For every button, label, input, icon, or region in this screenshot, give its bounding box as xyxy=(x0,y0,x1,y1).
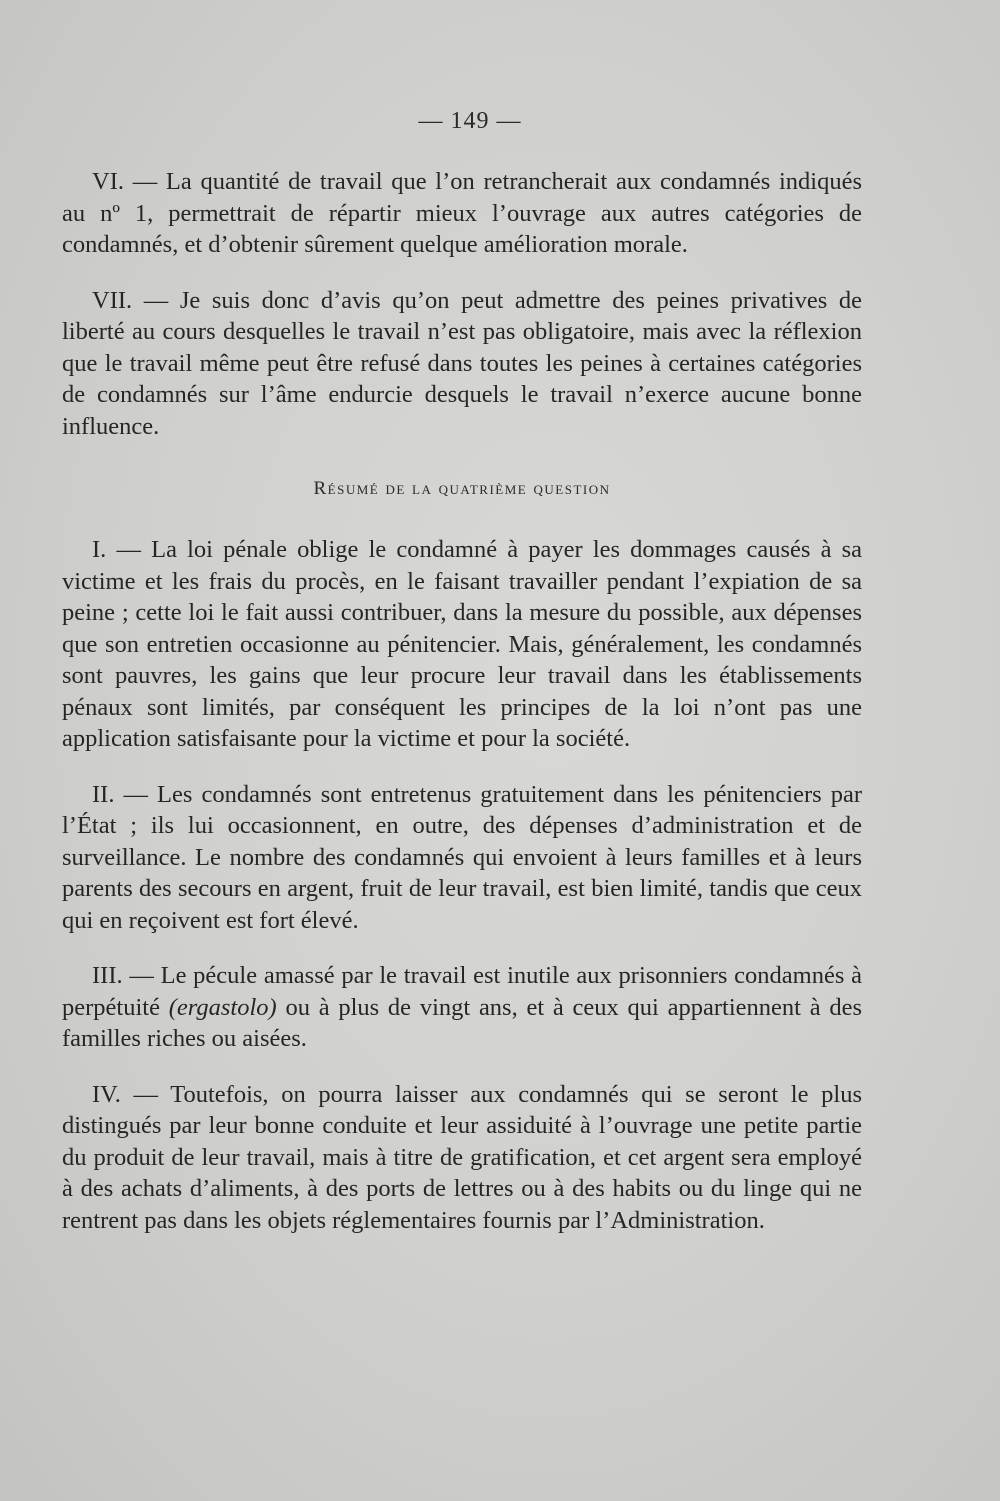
italic-term: (ergastolo) xyxy=(168,993,277,1021)
paragraph-number: III. xyxy=(92,962,123,989)
paragraph-vi xyxy=(62,166,862,261)
page-number: — 149 — xyxy=(418,108,522,134)
paragraph-text: — Les condamnés sont entretenus gratuitement dans les pénitenciers par l’État ; ils lui occasionnent, en outre, des dépenses d’administration et de surveillance. Le nombre des condamnés qui envoient à leurs familles et à leurs parents des secours en argent, fruit de leur travail, est bien limité, tandis que ceux qui en reçoivent est fort élevé. xyxy=(62,780,863,934)
paragraph-number: II. xyxy=(92,780,115,808)
paragraph-number: I. xyxy=(92,536,107,563)
paragraph-ii xyxy=(62,779,862,937)
paragraph-iii xyxy=(62,960,862,1055)
paragraph-number: VI. xyxy=(92,168,124,195)
paragraph-number: IV. xyxy=(92,1080,121,1108)
page-body xyxy=(62,166,862,1260)
paragraph-iv xyxy=(62,1079,862,1237)
paragraph-text: — La loi pénale oblige le condamné à payer les dommages causés à sa victime et les frais du procès, en le faisant travailler pendant l’expiation de sa peine ; cette loi le fait aussi contribuer, dans la mesure du possible, aux dépenses que son entretien occasionne au pénitencier. Mais, généralement, les condamnés sont pauvres, les gains que leur procure leur travail dans les établissements pénaux sont limités, par conséquent les principes de la loi n’ont pas une application satisfaisante pour la victime et pour la société. xyxy=(62,536,862,752)
paragraph-text: — Toutefois, on pourra laisser aux condamnés qui se seront le plus distingués par leur bonne conduite et leur assiduité à l’ouvrage une petite partie du produit de leur travail, mais à titre de gratification, et cet argent sera employé à des achats d’aliments, à des ports de lettres ou à des habits ou du linge qui ne rentrent pas dans les objets réglementaires fournis par l’Administration. xyxy=(62,1080,862,1234)
paragraph-vii xyxy=(62,285,862,443)
paragraph-text-part: ou à plus de vingt ans, et à ceux qui appartiennent à des familles riches ou aisées. xyxy=(62,993,862,1052)
section-heading: Résumé de la quatrième question xyxy=(313,478,611,499)
paragraph-number: VII. xyxy=(92,286,133,314)
paragraph-text: — La quantité de travail que l’on retrancherait aux condamnés indiqués au nº 1, permettrait de répartir mieux l’ouvrage aux autres catégories de condamnés, et d’obtenir sûrement quelque amélioration morale. xyxy=(62,168,862,258)
paragraph-text: — Je suis donc d’avis qu’on peut admettre des peines privatives de liberté au cours desquelles le travail n’est pas obligatoire, mais avec la réflexion que le travail même peut être refusé dans toutes les peines à certaines catégories de condamnés sur l’âme endurcie desquels le travail n’exerce aucune bonne influence. xyxy=(62,286,862,440)
paragraph-text-part: — Le pécule amassé par le travail est inutile aux prisonniers condamnés à perpétuité xyxy=(62,962,863,1021)
paragraph-i xyxy=(62,534,862,755)
